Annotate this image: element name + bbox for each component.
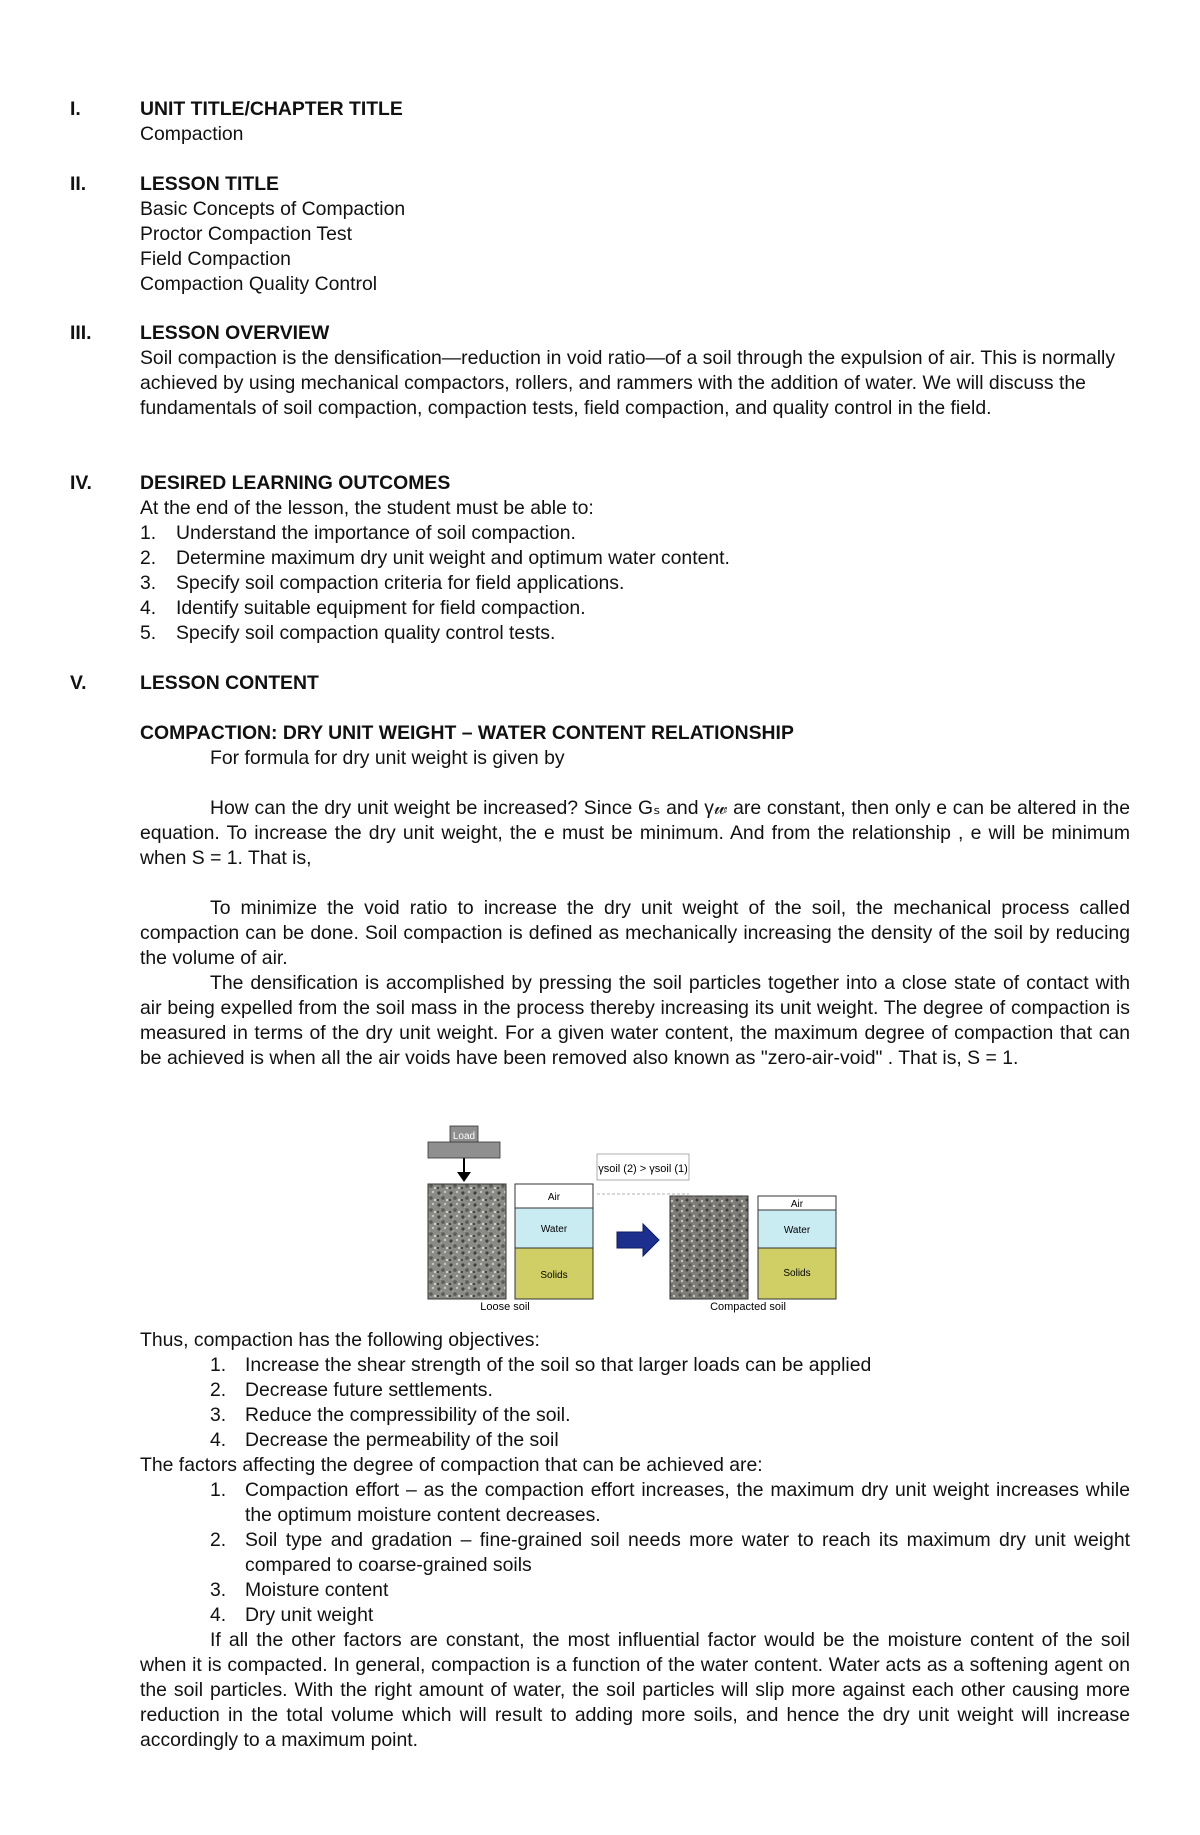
list-item: 4. Decrease the permeability of the soil bbox=[210, 1429, 559, 1451]
section-heading: DESIRED LEARNING OUTCOMES bbox=[140, 472, 451, 494]
list-item: 1. Compaction effort – as the compaction effort increases, the maximum dry unit weight increases while the optimum moisture content decreases. bbox=[210, 1479, 1130, 1526]
solids-label: Solids bbox=[540, 1270, 568, 1281]
formula-intro: For formula for dry unit weight is given by bbox=[210, 747, 565, 769]
list-item: 1. Increase the shear strength of the soil so that larger loads can be applied bbox=[210, 1354, 872, 1376]
list-item: 2. Determine maximum dry unit weight and optimum water content. bbox=[140, 547, 730, 569]
content-paragraph: To minimize the void ratio to increase the dry unit weight of the soil, the mechanical process called compaction can be done. Soil compaction is defined as mechanically increasing the density of the soil by reducing the volume of air. bbox=[140, 897, 1130, 969]
loose-soil-caption: Loose soil bbox=[480, 1301, 530, 1313]
objectives-intro: Thus, compaction has the following objectives: bbox=[140, 1329, 540, 1351]
list-item: 4. Dry unit weight bbox=[210, 1604, 374, 1626]
load-block bbox=[428, 1126, 500, 1182]
loose-phase-diagram bbox=[515, 1184, 593, 1299]
air-label: Air bbox=[547, 1192, 561, 1203]
lesson-title-line: Field Compaction bbox=[140, 248, 291, 270]
compacted-phase-diagram bbox=[758, 1196, 836, 1299]
section-numeral: I. bbox=[70, 98, 81, 120]
lesson-title-line: Basic Concepts of Compaction bbox=[140, 198, 406, 220]
water-label: Water bbox=[540, 1224, 568, 1235]
air-label: Air bbox=[790, 1199, 804, 1210]
list-item: 1. Understand the importance of soil compaction. bbox=[140, 522, 576, 544]
section-heading: LESSON OVERVIEW bbox=[140, 322, 330, 344]
section-heading: LESSON CONTENT bbox=[140, 672, 319, 694]
loose-soil-sample bbox=[428, 1184, 506, 1299]
solids-label: Solids bbox=[783, 1268, 811, 1279]
compaction-figure bbox=[425, 1118, 855, 1313]
water-label: Water bbox=[783, 1225, 811, 1236]
list-item: 2. Decrease future settlements. bbox=[210, 1379, 493, 1401]
list-item: 3. Moisture content bbox=[210, 1579, 389, 1601]
unit-weight-relation bbox=[597, 1154, 689, 1194]
list-item: 3. Reduce the compressibility of the soil. bbox=[210, 1404, 571, 1426]
content-paragraph: The densification is accomplished by pressing the soil particles together into a close state of contact with air being expelled from the soil mass in the process thereby increasing its unit weight. The degree of compaction is measured in terms of the dry unit weight. For a given water content, the maximum degree of compaction that can be achieved is when all the air voids have been removed also known as "zero-air-void" . That is, S = 1. bbox=[140, 972, 1130, 1069]
overview-paragraph: Soil compaction is the densification—reduction in void ratio—of a soil through the expulsion of air. This is normally achieved by using mechanical compactors, rollers, and rammers with the addition of water. We will discuss the fundamentals of soil compaction, compaction tests, field compaction, and quality control in the field. bbox=[140, 347, 1116, 419]
section-numeral: IV. bbox=[70, 472, 92, 494]
lesson-title-line: Proctor Compaction Test bbox=[140, 223, 352, 245]
arrow-icon bbox=[617, 1224, 659, 1256]
section-heading: UNIT TITLE/CHAPTER TITLE bbox=[140, 98, 403, 120]
list-item: 5. Specify soil compaction quality control tests. bbox=[140, 622, 556, 644]
outcomes-intro: At the end of the lesson, the student must be able to: bbox=[140, 497, 594, 519]
section-numeral: V. bbox=[70, 672, 87, 694]
relation-label: γsoil (2) > γsoil (1) bbox=[598, 1163, 688, 1175]
list-item: 3. Specify soil compaction criteria for field applications. bbox=[140, 572, 625, 594]
section-numeral: II. bbox=[70, 173, 87, 195]
lesson-title-line: Compaction Quality Control bbox=[140, 273, 378, 295]
factors-intro: The factors affecting the degree of compaction that can be achieved are: bbox=[140, 1454, 763, 1476]
section-numeral: III. bbox=[70, 322, 92, 344]
load-label: Load bbox=[452, 1131, 476, 1142]
compacted-soil-sample bbox=[670, 1196, 748, 1299]
compacted-soil-caption: Compacted soil bbox=[710, 1301, 786, 1313]
unit-title: Compaction bbox=[140, 123, 244, 145]
closing-paragraph: If all the other factors are constant, the most influential factor would be the moisture content of the soil when it is compacted. In general, compaction is a function of the water content. Water acts as a softening agent on the soil particles. With the right amount of water, the soil particles will slip more against each other causing more reduction in the total volume which will result to adding more soils, and hence the dry unit weight will increase accordingly to a maximum point. bbox=[140, 1629, 1130, 1751]
section-heading: LESSON TITLE bbox=[140, 173, 279, 195]
content-subheading: COMPACTION: DRY UNIT WEIGHT – WATER CONTENT RELATIONSHIP bbox=[140, 722, 794, 744]
content-paragraph: How can the dry unit weight be increased? Since Gₛ and γ𝓌 are constant, then only e can be altered in the equation. To increase the dry unit weight, the e must be minimum. And from the relationship , e will be minimum when S = 1. That is, bbox=[140, 797, 1130, 869]
list-item: 2. Soil type and gradation – fine-grained soil needs more water to reach its maximum dry unit weight compared to coarse-grained soils bbox=[210, 1529, 1130, 1576]
list-item: 4. Identify suitable equipment for field compaction. bbox=[140, 597, 586, 619]
